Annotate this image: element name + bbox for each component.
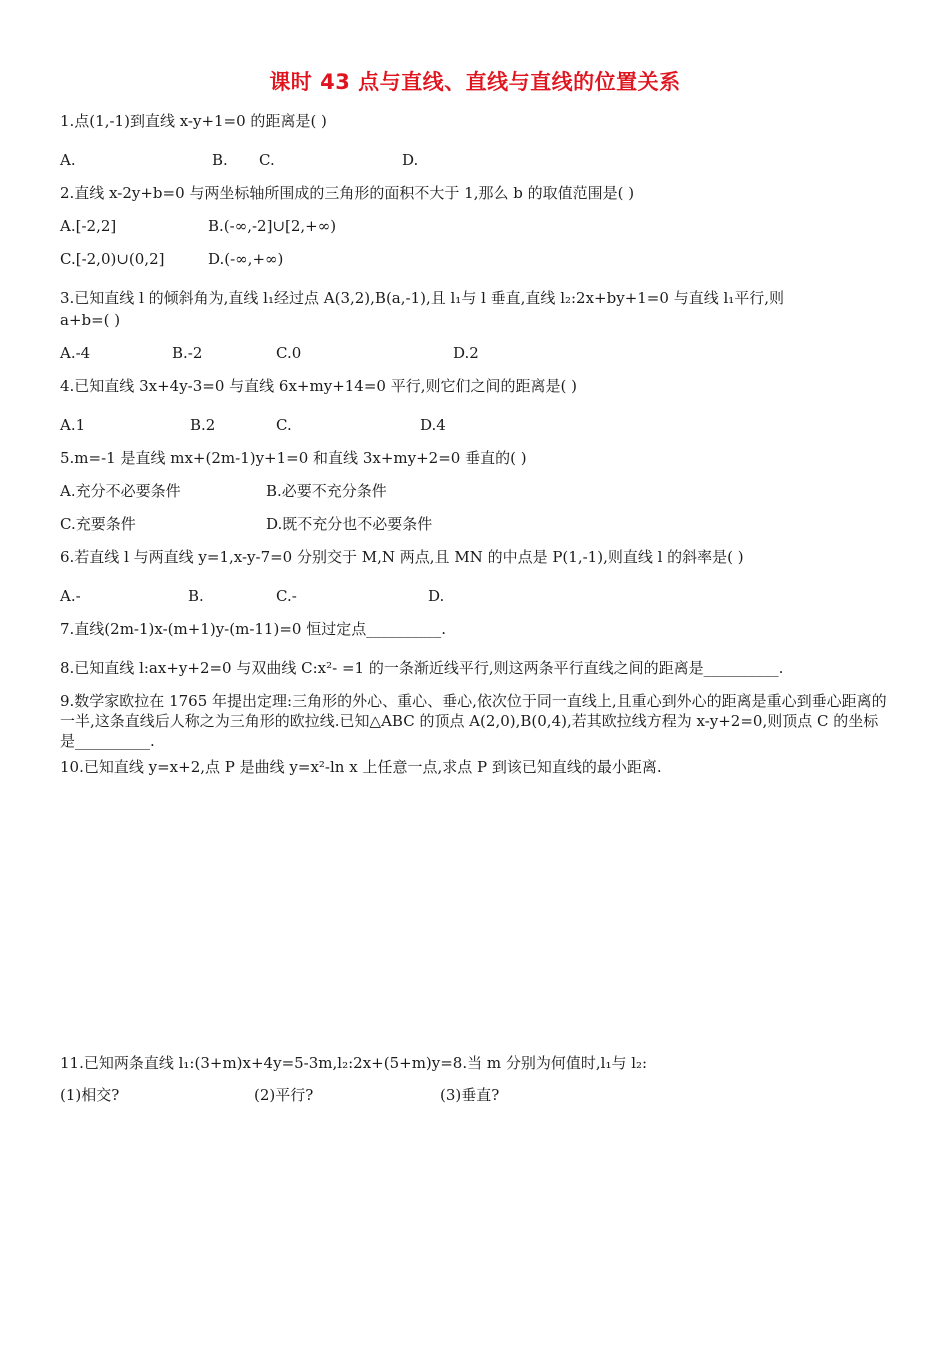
question-4-stem: 4.已知直线 3x+4y-3=0 与直线 6x+my+14=0 平行,则它们之间的距离是( ) <box>60 377 577 395</box>
question-4-option-c: C. <box>276 416 292 434</box>
question-1-option-b: B. <box>212 151 228 169</box>
question-9-stem: 9.数学家欧拉在 1765 年提出定理:三角形的外心、重心、垂心,依次位于同一直线上,且重心到外心的距离是重心到垂心距离的一半,这条直线后人称之为三角形的欧拉线.已知△ABC 的顶点 A(2,0),B(0,4),若其欧拉线方程为 x-y+2=0,则顶点 C 的坐标是__________. <box>60 692 887 750</box>
question-3-option-d: D.2 <box>453 344 479 362</box>
question-11-part-1: (1)相交? <box>60 1086 120 1104</box>
page-title: 课时 43 点与直线、直线与直线的位置关系 <box>269 70 681 94</box>
question-3-option-a: A.-4 <box>60 344 91 362</box>
question-2-option-d: D.(-∞,+∞) <box>208 250 284 268</box>
question-5-option-b: B.必要不充分条件 <box>266 482 387 500</box>
question-11-part-3: (3)垂直? <box>440 1086 500 1104</box>
question-3-stem-line-1: 3.已知直线 l 的倾斜角为,直线 l₁经过点 A(3,2),B(a,-1),且 l₁与 l 垂直,直线 l₂:2x+by+1=0 与直线 l₁平行,则 <box>60 289 785 307</box>
question-5-option-a: A.充分不必要条件 <box>60 482 181 500</box>
question-4-option-a: A.1 <box>60 416 86 434</box>
question-4-option-d: D.4 <box>420 416 446 434</box>
question-2-option-c: C.[-2,0)∪(0,2] <box>60 250 165 268</box>
question-7-stem: 7.直线(2m-1)x-(m+1)y-(m-11)=0 恒过定点__________. <box>60 620 446 638</box>
question-10-stem: 10.已知直线 y=x+2,点 P 是曲线 y=x²-ln x 上任意一点,求点 P 到该已知直线的最小距离. <box>60 758 662 776</box>
question-1-option-c: C. <box>259 151 275 169</box>
question-3-option-b: B.-2 <box>172 344 203 362</box>
question-2-option-a: A.[-2,2] <box>60 217 117 235</box>
question-11-stem: 11.已知两条直线 l₁:(3+m)x+4y=5-3m,l₂:2x+(5+m)y=8.当 m 分别为何值时,l₁与 l₂: <box>60 1054 648 1072</box>
question-2-option-b: B.(-∞,-2]∪[2,+∞) <box>208 217 337 235</box>
question-6-option-b: B. <box>188 587 204 605</box>
question-5-option-c: C.充要条件 <box>60 515 136 533</box>
question-3-stem-line-2: a+b=( ) <box>60 311 121 329</box>
question-8-stem: 8.已知直线 l:ax+y+2=0 与双曲线 C:x²- =1 的一条渐近线平行,则这两条平行直线之间的距离是__________. <box>60 659 784 677</box>
question-6-option-a: A.- <box>60 587 81 605</box>
question-1-option-a: A. <box>60 151 76 169</box>
question-2-stem: 2.直线 x-2y+b=0 与两坐标轴所围成的三角形的面积不大于 1,那么 b 的取值范围是( ) <box>60 184 635 202</box>
question-6-option-c: C.- <box>276 587 297 605</box>
question-6-stem: 6.若直线 l 与两直线 y=1,x-y-7=0 分别交于 M,N 两点,且 MN 的中点是 P(1,-1),则直线 l 的斜率是( ) <box>60 548 744 566</box>
question-1-option-d: D. <box>402 151 419 169</box>
question-6-option-d: D. <box>428 587 445 605</box>
question-4-option-b: B.2 <box>190 416 216 434</box>
question-1-stem: 1.点(1,-1)到直线 x-y+1=0 的距离是( ) <box>60 112 327 130</box>
question-11-part-2: (2)平行? <box>254 1086 314 1104</box>
question-3-option-c: C.0 <box>276 344 302 362</box>
question-5-option-d: D.既不充分也不必要条件 <box>266 515 433 533</box>
question-5-stem: 5.m=-1 是直线 mx+(2m-1)y+1=0 和直线 3x+my+2=0 垂直的( ) <box>60 449 527 467</box>
